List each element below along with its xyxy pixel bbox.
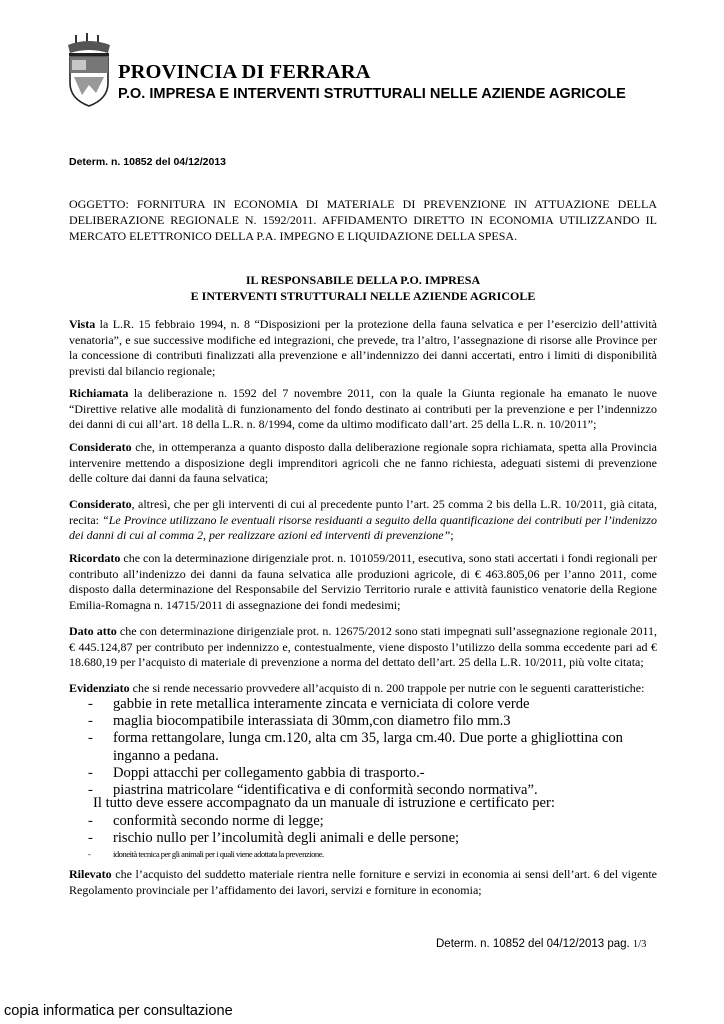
paragraph-ricordato — [69, 551, 657, 613]
paragraph-text: che l’acquisto del suddetto materiale rientra nelle forniture e servizi in economia ai sensi dell’art. 6 del vigente Regolamento provinciale per l’affidamento dei lavori, servizi e forniture in economia; — [69, 867, 657, 897]
paragraph-vista — [69, 317, 657, 379]
paragraph-tail: ; — [450, 528, 454, 542]
list-dash: - — [88, 696, 93, 712]
list-dash: - — [88, 730, 93, 747]
paragraph-text: che con determinazione dirigenziale prot. n. 12675/2012 sono stati impegnati sull’assegnazione regionale 2011, € 445.124,87 per contributo per indennizzo e, contestualmente, viene disposto l’utilizzo della somma eccedente pari ad € 18.680,19 per l’acquisto di materiale di prevenzione a norma del dettato dell’art. 25 della L.R. 10/2011, più volte citata; — [69, 624, 658, 669]
list-item: - forma rettangolare, lunga cm.120, alta cm 35, larga cm.40. Due porte a ghigliottina con inganno a pedana. — [88, 730, 623, 764]
paragraph-richiamata — [69, 386, 657, 433]
certificate-intro: Il tutto deve essere accompagnato da un manuale di istruzione e certificato per: — [93, 795, 555, 811]
list-item: - piastrina matricolare “identificativa e di conformità secondo normativa”. — [88, 782, 538, 799]
provincia-crest-logo — [66, 33, 112, 107]
list-item: - maglia biocompatibile interassiata di 30mm,con diametro filo mm.3 — [88, 713, 511, 730]
paragraph-considerato-1 — [69, 440, 657, 487]
page-subtitle: P.O. IMPRESA E INTERVENTI STRUTTURALI NELLE AZIENDE AGRICOLE — [118, 86, 626, 102]
paragraph-rilevato — [69, 867, 657, 898]
consultation-watermark: copia informatica per consultazione — [4, 1003, 233, 1019]
paragraph-text: la deliberazione n. 1592 del 7 novembre 2011, con la quale la Giunta regionale ha emanato le nuove “Direttive relative alle modalità di funzionamento del fondo destinato ai contributi per la prevenzione e per l’indennizzo dei danni di cui all’art. 18 della L.R. n. 8/1994, come da ultimo modificato dall’art. 25 della L.R. n. 10/2011”; — [69, 386, 657, 431]
heading-line-1: IL RESPONSABILE DELLA P.O. IMPRESA — [245, 273, 481, 287]
section-heading — [69, 273, 657, 304]
list-item: - idoneità tecnica per gli animali per i quali viene adottata la prevenzione. — [69, 847, 669, 862]
paragraph-text: la L.R. 15 febbraio 1994, n. 8 “Disposizioni per la protezione della fauna selvatica e per l’esercizio dell’attività venatoria”, e sue successive modifiche ed integrazioni, che prevede, tra l’altro, l’assegnazione di risorse alle Province per la concessione di contributi finalizzati alla prevenzione e all’indennizzo dei danni accertati, entro i limiti di disponibilità previsti dal bilancio regionale; — [69, 317, 657, 378]
page-number: 1/3 — [632, 939, 647, 950]
paragraph-text: che si rende necessario provvedere all’acquisto di n. 200 trappole per nutrie con le seguenti caratteristiche: — [129, 681, 645, 695]
list-dash: - — [88, 830, 93, 847]
paragraph-quote: “Le Province utilizzano le eventuali risorse residuanti a seguito della quantificazione dei contributi per l’indenizzo dei danni di cui al comma 2, per realizzare azioni ed interventi di prevenzione” — [69, 512, 657, 542]
paragraph-evidenziato — [69, 681, 657, 697]
list-dash: - — [88, 849, 91, 860]
list-item: - Doppi attacchi per collegamento gabbia di trasporto.- — [88, 764, 425, 781]
paragraph-text: , altresì, che per gli interventi di cui al precedente punto l’art. 25 comma 2 bis della L.R. 10/2011, già citata, recita: — [69, 497, 657, 527]
paragraph-lead: Ricordato — [69, 551, 121, 565]
paragraph-lead: Considerato — [69, 497, 132, 511]
certificate-list — [69, 813, 669, 862]
paragraph-lead: Richiamata — [69, 386, 129, 400]
paragraph-dato-atto — [69, 624, 657, 671]
list-item: - rischio nullo per l’incolumità degli animali e delle persone; — [88, 830, 460, 847]
page-footer — [436, 938, 646, 950]
paragraph-lead: Considerato — [69, 440, 132, 454]
list-dash: - — [88, 764, 93, 781]
paragraph-text: che, in ottemperanza a quanto disposto dalla deliberazione regionale sopra richiamata, spetta alla Provincia intervenire mettendo a disposizione degli imprenditori agricoli che ne fanno richiesta, adeguati sistemi di prevenzione delle colture dai danni da fauna selvatica; — [69, 440, 657, 485]
paragraph-text: che con la determinazione dirigenziale prot. n. 101059/2011, esecutiva, sono stati accertati i fondi regionali per contributo all’indenizzo dei danni da fauna selvatica alle produzioni agricole, di € 463.805,06 per l’anno 2011, come disposto dalla determinazione del Responsabile del Servizio Territorio rurale e attività faunistico venatorie della Regione Emilia-Romagna n. 14715/2011 di assegnazione dei fondi medesimi; — [69, 551, 657, 612]
footer-text: Determ. n. 10852 del 04/12/2013 pag. — [436, 938, 633, 950]
list-dash: - — [88, 813, 93, 829]
paragraph-lead: Evidenziato — [69, 681, 130, 695]
list-dash: - — [88, 713, 93, 730]
features-list — [69, 696, 669, 799]
list-item: - gabbie in rete metallica interamente zincata e verniciata di colore verde — [88, 696, 530, 712]
paragraph-lead: Vista — [69, 317, 96, 331]
list-dash: - — [88, 782, 93, 799]
paragraph-lead: Dato atto — [69, 624, 117, 638]
list-item: - conformità secondo norme di legge; — [88, 813, 324, 829]
paragraph-lead: Rilevato — [69, 867, 112, 881]
paragraph-considerato-2 — [69, 497, 657, 544]
determination-number: Determ. n. 10852 del 04/12/2013 — [69, 156, 227, 168]
subject-paragraph: OGGETTO: FORNITURA IN ECONOMIA DI MATERIALE DI PREVENZIONE IN ATTUAZIONE DELLA DELIBERAZIONE REGIONALE N. 1592/2011. AFFIDAMENTO DIRETTO IN ECONOMIA UTILIZZANDO IL MERCATO ELETTRONICO DELLA P.A. IMPEGNO E LIQUIDAZIONE DELLA SPESA. — [69, 197, 657, 243]
heading-line-2: E INTERVENTI STRUTTURALI NELLE AZIENDE AGRICOLE — [190, 288, 536, 303]
page-title: PROVINCIA DI FERRARA — [118, 61, 371, 83]
